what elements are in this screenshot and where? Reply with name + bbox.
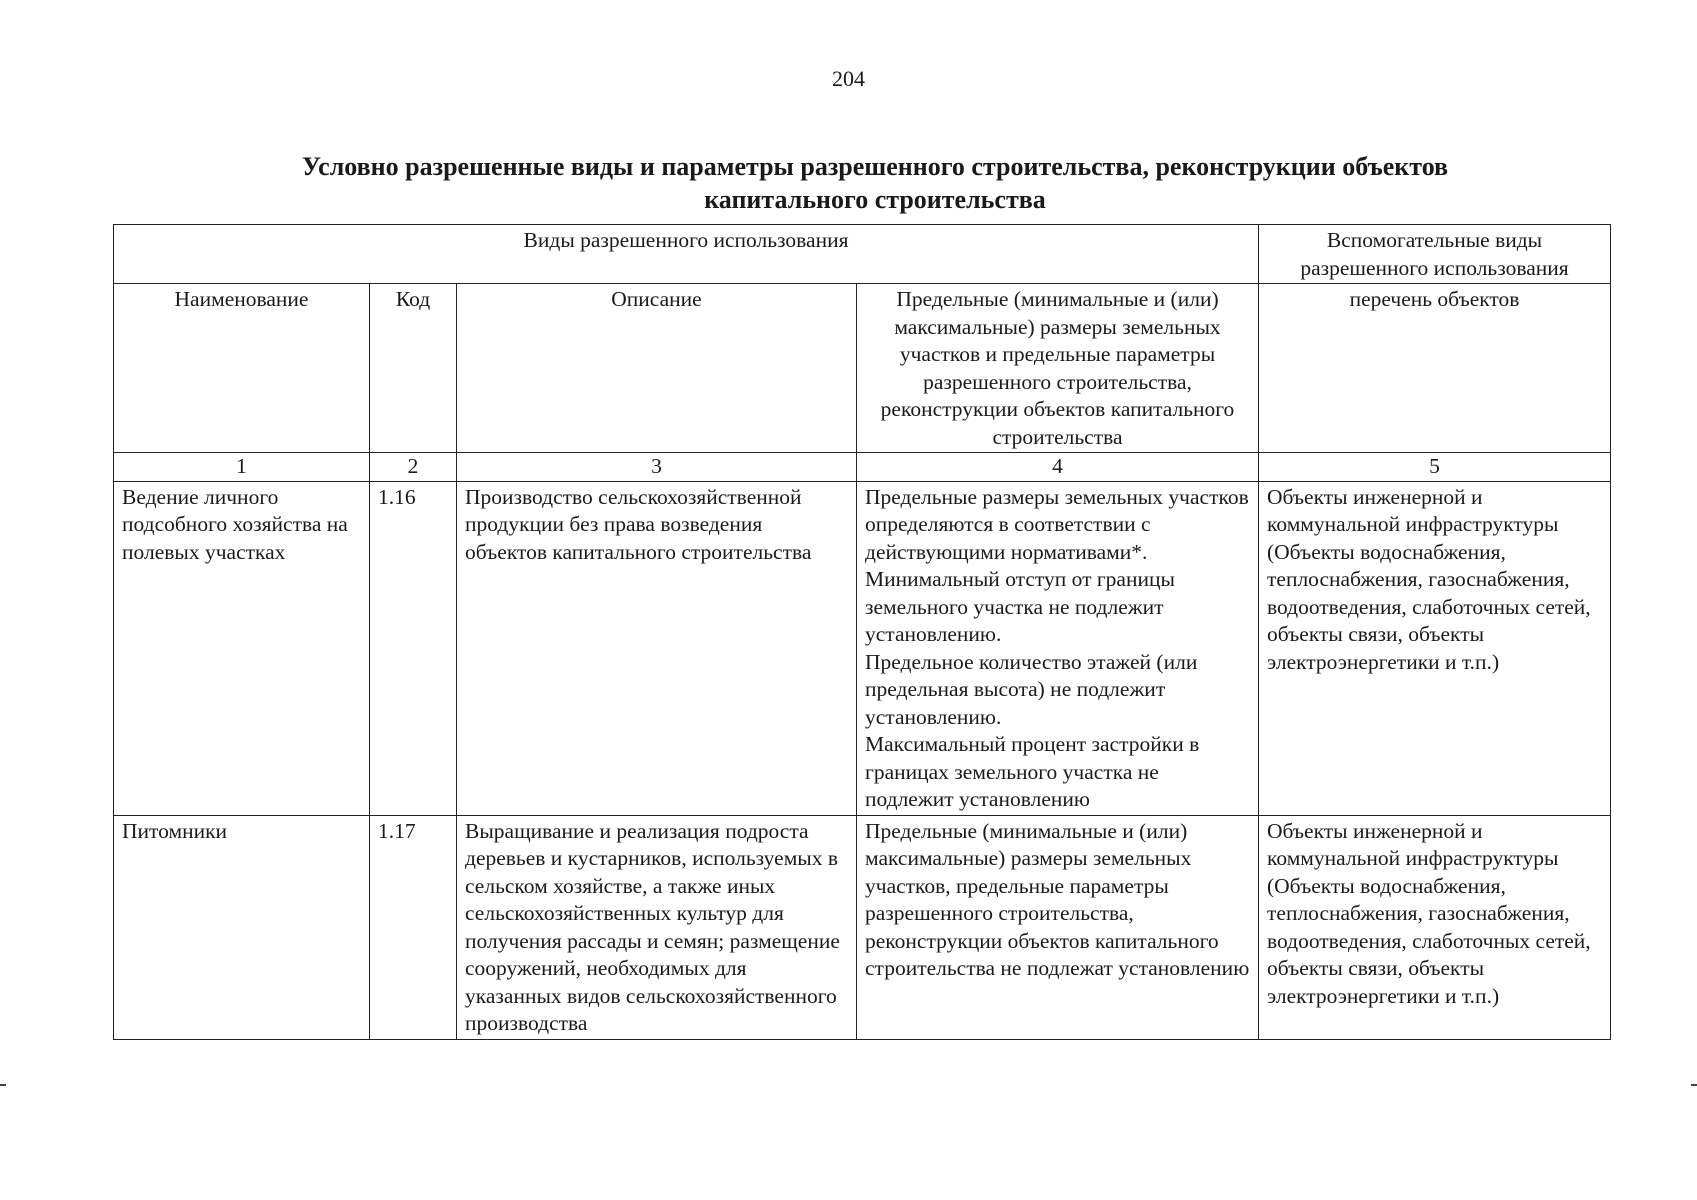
column-numbers-row <box>114 453 1611 482</box>
land-use-table <box>113 224 1611 1040</box>
header-group-row <box>114 225 1611 284</box>
header-code: Код <box>370 284 457 453</box>
row-aux: Объекты инженерной и коммунальной инфраструктуры (Объекты водоснабжения, теплоснабжения, газоснабжения, водоотведения, слаботочных сетей, объекты связи, объекты электроэнергетики и т.п.) <box>1259 481 1611 815</box>
row-description: Выращивание и реализация подроста деревьев и кустарников, используемых в сельском хозяйстве, а также иных сельскохозяйственных культур для получения рассады и семян; размещение сооружений, необходимых для указанных видов сельскохозяйственного производства <box>457 815 857 1039</box>
title-line-1: Условно разрешенные виды и параметры разрешенного строительства, реконструкции объектов <box>301 152 1449 181</box>
row-limits: Предельные (минимальные и (или) максимальные) размеры земельных участков, предельные параметры разрешенного строительства, реконструкции объектов капитального строительства не подлежат установлению <box>857 815 1259 1039</box>
scan-mark-left <box>0 1084 6 1086</box>
table-row <box>114 815 1611 1039</box>
row-name: Ведение личного подсобного хозяйства на полевых участках <box>114 481 370 815</box>
row-description: Производство сельскохозяйственной продукции без права возведения объектов капитального строительства <box>457 481 857 815</box>
header-aux-list: перечень объектов <box>1259 284 1611 453</box>
row-limits: Предельные размеры земельных участков определяются в соответствии с действующими нормативами*. Минимальный отступ от границы земельного участка не подлежит установлению. Предельное количество этажей (или предельная высота) не подлежит установлению. Максимальный процент застройки в границах земельного участка не подлежит установлению <box>857 481 1259 815</box>
header-name: Наименование <box>114 284 370 453</box>
row-aux: Объекты инженерной и коммунальной инфраструктуры (Объекты водоснабжения, теплоснабжения, газоснабжения, водоотведения, слаботочных сетей, объекты связи, объекты электроэнергетики и т.п.) <box>1259 815 1611 1039</box>
page-number: 204 <box>832 66 865 91</box>
row-code: 1.16 <box>370 481 457 815</box>
row-name: Питомники <box>114 815 370 1039</box>
column-number: 3 <box>457 453 857 482</box>
column-number: 5 <box>1259 453 1611 482</box>
page-title <box>200 150 1550 216</box>
row-code: 1.17 <box>370 815 457 1039</box>
header-limits: Предельные (минимальные и (или) максимальные) размеры земельных участков и предельные параметры разрешенного строительства, реконструкции объектов капитального строительства <box>857 284 1259 453</box>
column-number: 4 <box>857 453 1259 482</box>
header-main-group: Виды разрешенного использования <box>114 225 1259 284</box>
column-number: 1 <box>114 453 370 482</box>
header-description: Описание <box>457 284 857 453</box>
title-line-2: капитального строительства <box>704 185 1046 214</box>
scan-mark-right <box>1691 1084 1697 1086</box>
header-aux-group: Вспомогательные виды разрешенного использования <box>1259 225 1611 284</box>
header-columns-row <box>114 284 1611 453</box>
table-row <box>114 481 1611 815</box>
column-number: 2 <box>370 453 457 482</box>
